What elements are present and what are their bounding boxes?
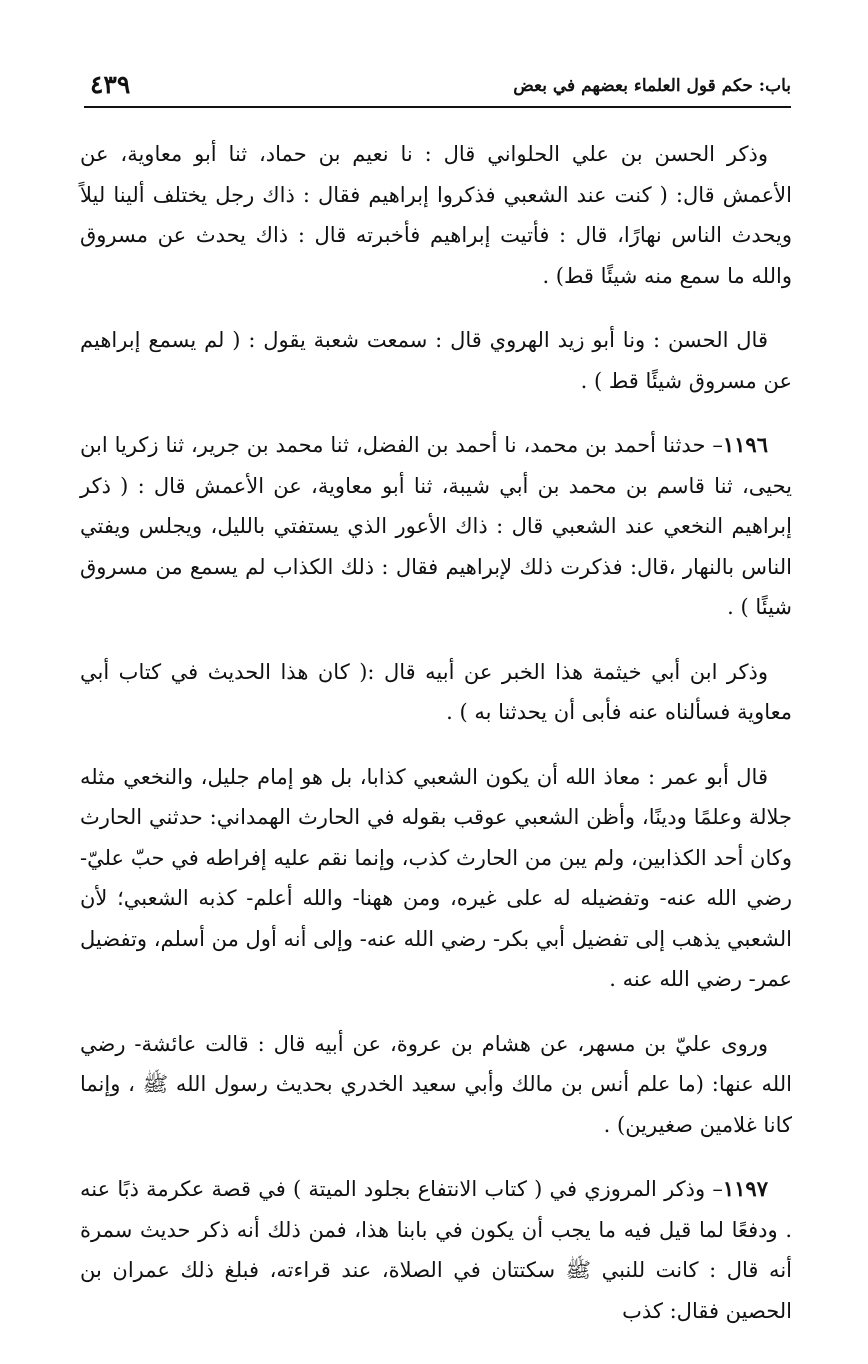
page-header <box>84 66 791 108</box>
running-title: باب: حكم قول العلماء بعضهم في بعض <box>513 76 791 96</box>
paragraph-text: قال الحسن : ونا أبو زيد الهروي قال : سمعت شعبة يقول : ( لم يسمع إبراهيم عن مسروق شيئًا قط ) . <box>80 328 792 393</box>
paragraph-text: وذكر ابن أبي خيثمة هذا الخبر عن أبيه قال :( كان هذا الحديث في كتاب أبي معاوية فسألناه عنه فأبى أن يحدثنا به ) . <box>80 659 792 724</box>
paragraph <box>80 652 792 733</box>
hadith-number: ١١٩٧ <box>722 1176 768 1201</box>
paragraph-text: – حدثنا أحمد بن محمد، نا أحمد بن الفضل، ثنا محمد بن جرير، ثنا زكريا ابن يحيى، ثنا قاسم بن محمد بن أبي شيبة، ثنا أبو معاوية، عن الأعمش قال : ( ذكر إبراهيم النخعي عند الشعبي قال : ذاك الأعور الذي يستفتي بالليل، ويجلس ويفتي الناس بالنهار ،قال: فذكرت ذلك لإبراهيم فقال : ذلك الكذاب لم يسمع من مسروق شيئًا ) . <box>80 433 792 619</box>
paragraph <box>80 757 792 1000</box>
paragraph <box>80 1169 792 1331</box>
body-text <box>80 134 792 1331</box>
paragraph <box>80 1024 792 1146</box>
paragraph <box>80 425 792 628</box>
paragraph <box>80 134 792 296</box>
paragraph-text: وذكر الحسن بن علي الحلواني قال : نا نعيم بن حماد، ثنا أبو معاوية، عن الأعمش قال: ( كنت عند الشعبي فذكروا إبراهيم فقال : ذاك رجل يختلف ألينا ليلاً ويحدث الناس نهارًا، قال : فأتيت إبراهيم فأخبرته قال : ذاك يحدث عن مسروق والله ما سمع منه شيئًا قط) . <box>80 142 792 288</box>
page-number: ٤٣٩ <box>90 70 131 99</box>
paragraph-text: وروى عليّ بن مسهر، عن هشام بن عروة، عن أبيه قال : قالت عائشة- رضي الله عنها: (ما علم أنس بن مالك وأبي سعيد الخدري بحديث رسول الله ﷺ ، وإنما كانا غلامين صغيرين) . <box>80 1031 792 1137</box>
hadith-number: ١١٩٦ <box>722 432 768 457</box>
paragraph-text: قال أبو عمر : معاذ الله أن يكون الشعبي كذابا، بل هو إمام جليل، والنخعي مثله جلالة وعلمًا ودينًا، وأظن الشعبي عوقب بقوله في الحارث الهمداني: حدثني الحارث وكان أحد الكذابين، ولم يبن من الحارث كذب، وإنما نقم عليه إفراطه في حبّ عليّ- رضي الله عنه- وتفضيله له على غيره، ومن ههنا- والله أعلم- كذبه الشعبي؛ لأن الشعبي يذهب إلى تفضيل أبي بكر- رضي الله عنه- وإلى أنه أول من أسلم، وتفضيل عمر- رضي الله عنه . <box>80 764 792 991</box>
paragraph <box>80 320 792 401</box>
paragraph-text: – وذكر المروزي في ( كتاب الانتفاع بجلود الميتة ) في قصة عكرمة ذبًا عنه . ودفعًا لما قيل فيه ما يجب أن يكون في بابنا هذا، فمن ذلك أنه ذكر حديث سمرة أنه قال : كانت للنبي ﷺ سكتتان في الصلاة، عند قراءته، فبلغ ذلك عمران بن الحصين فقال: كذب <box>80 1177 792 1323</box>
